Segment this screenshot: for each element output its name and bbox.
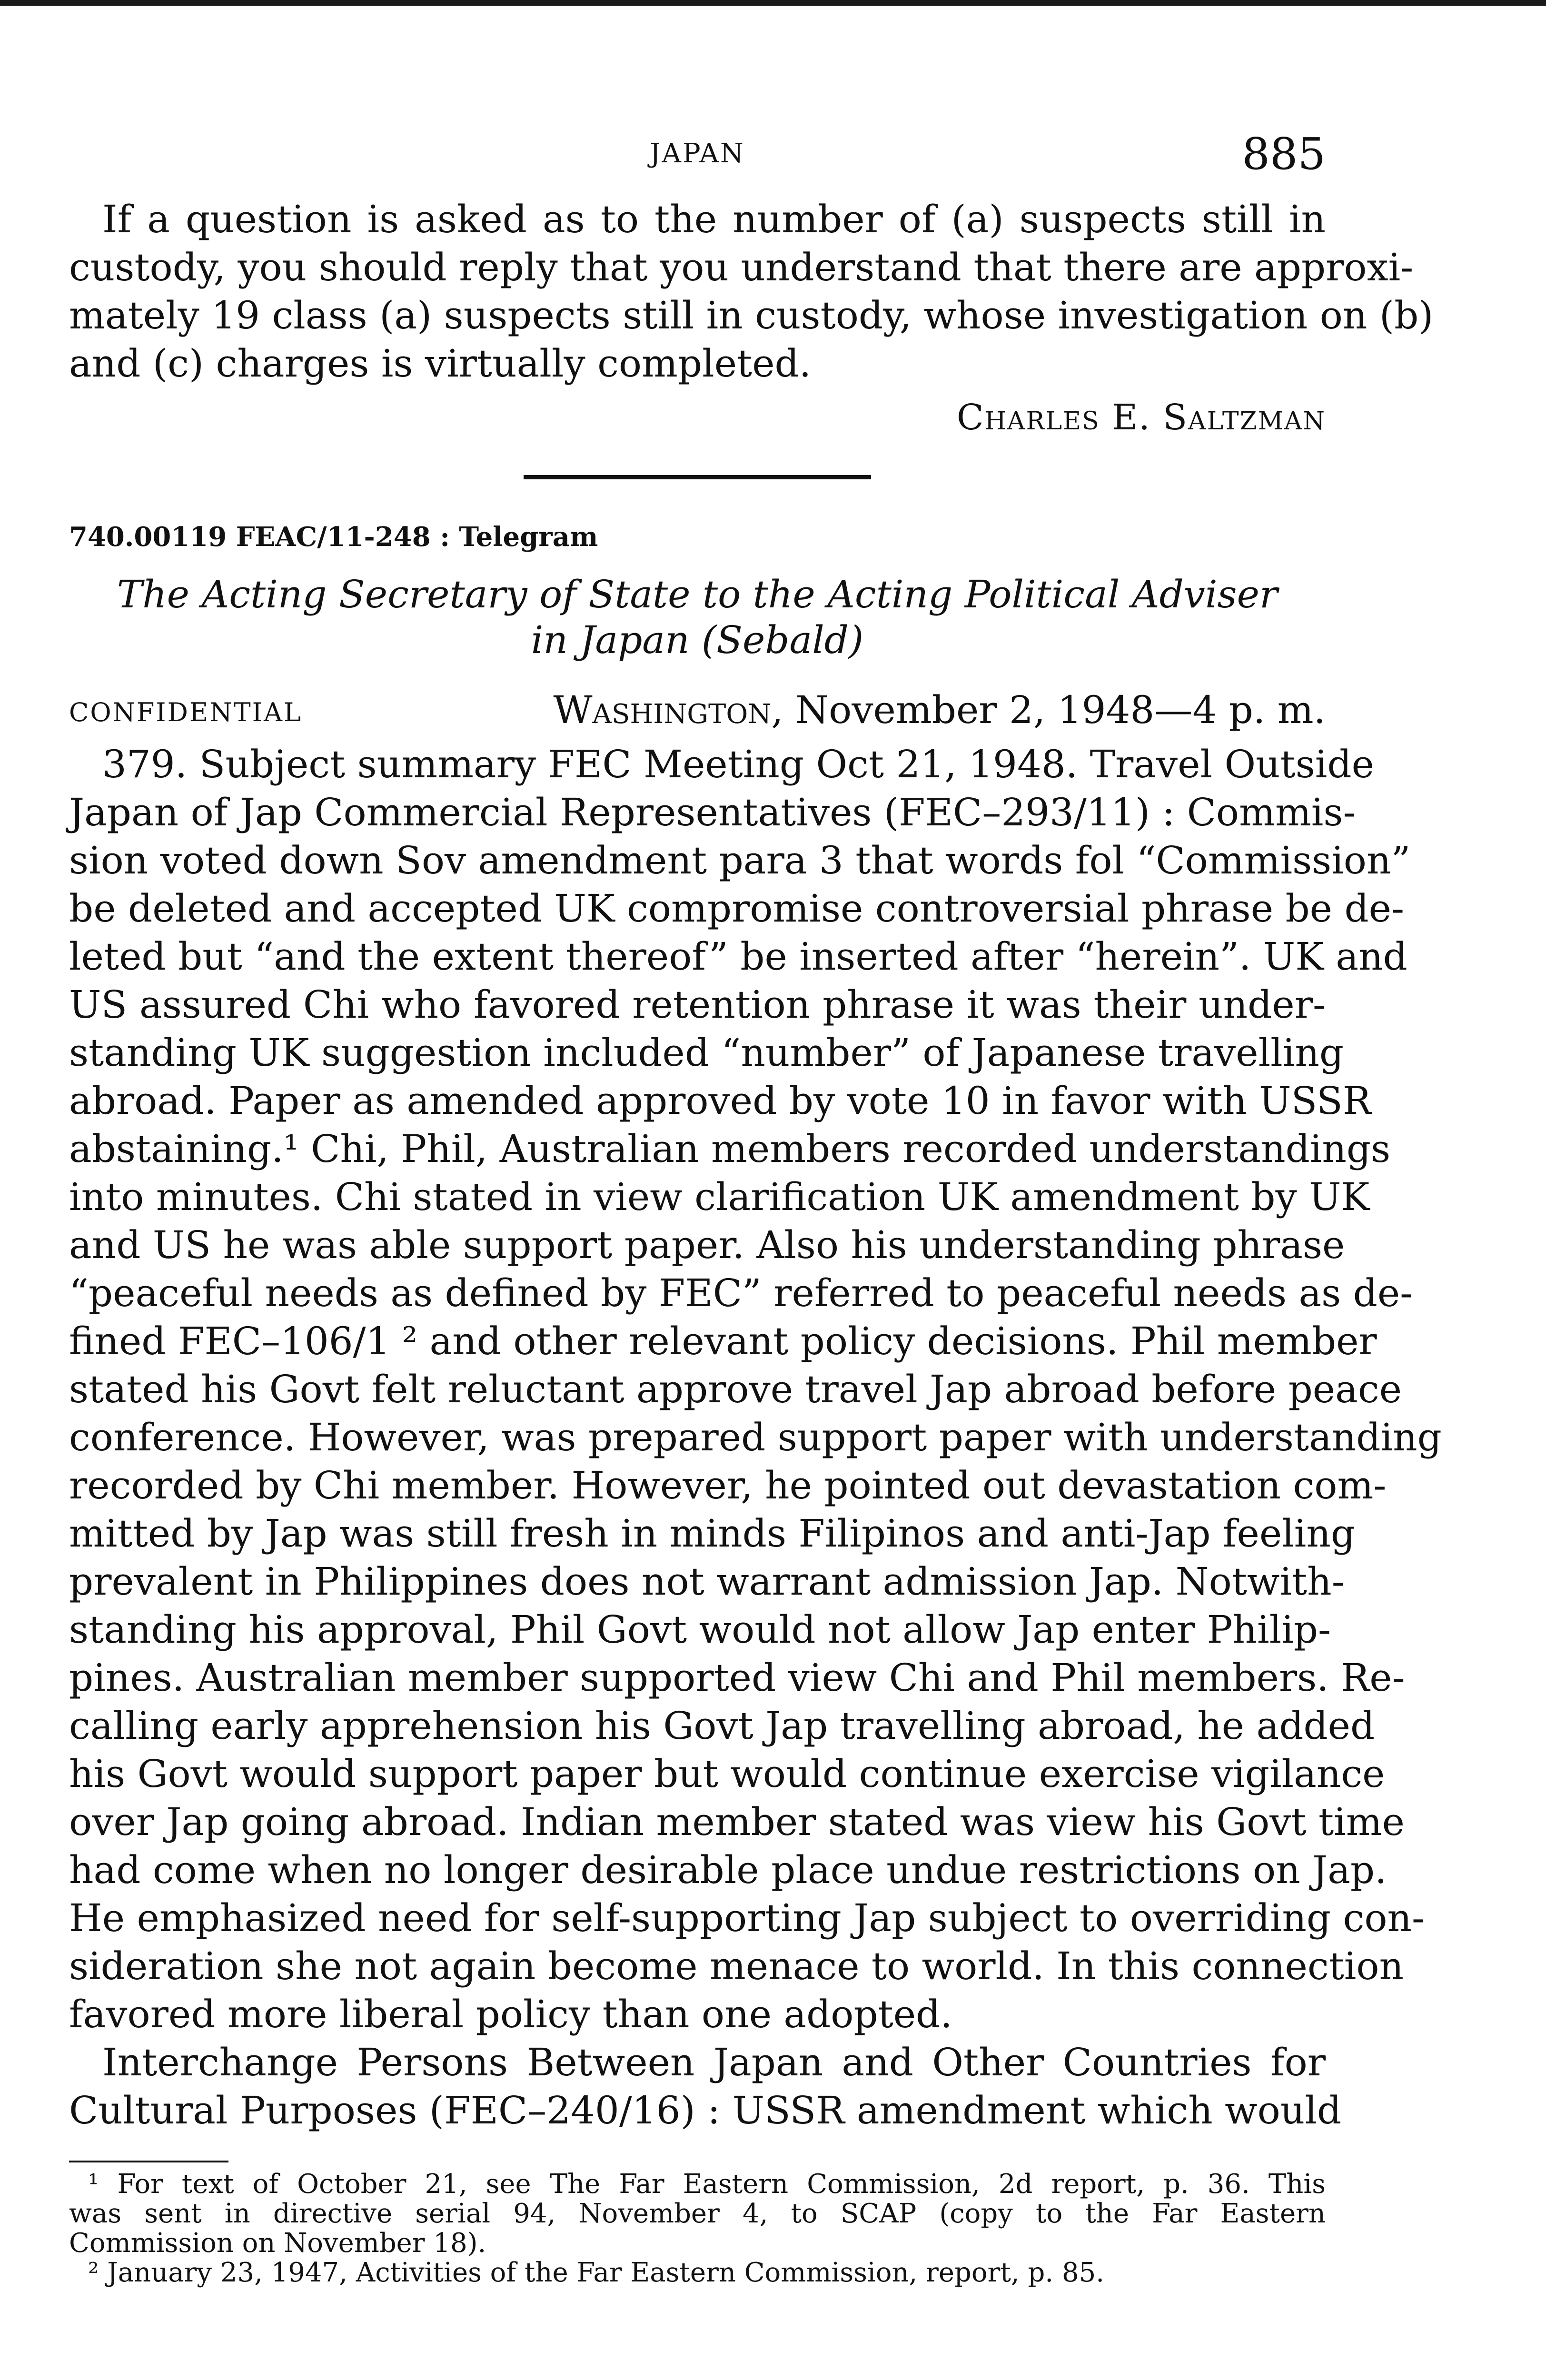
- text-line: favored more liberal policy than one adopted.: [69, 1992, 952, 2036]
- document-heading: [69, 572, 1326, 663]
- text-line: Cultural Purposes (FEC–240/16) : USSR amendment which would: [69, 2088, 1342, 2132]
- text-line: recorded by Chi member. However, he pointed out devastation com-: [69, 1463, 1387, 1507]
- text-line: over Jap going abroad. Indian member stated was view his Govt time: [69, 1800, 1405, 1844]
- text-line: custody, you should reply that you understand that there are approxi-: [69, 245, 1414, 289]
- document-page: [69, 129, 1442, 2288]
- footnote-2: [69, 2258, 1326, 2288]
- text-line: into minutes. Chi stated in view clarification UK amendment by UK: [69, 1175, 1370, 1219]
- text-line: “peaceful needs as defined by FEC” referred to peaceful needs as de-: [69, 1271, 1413, 1315]
- text-line: He emphasized need for self-supporting Jap subject to overriding con-: [69, 1896, 1425, 1940]
- text-line: mitted by Jap was still fresh in minds Filipinos and anti-Jap feeling: [69, 1511, 1356, 1556]
- heading-line: in Japan (Sebald): [531, 618, 864, 662]
- text-line: leted but “and the extent thereof” be inserted after “herein”. UK and: [69, 934, 1407, 979]
- footnote-rule: [69, 2161, 228, 2162]
- text-line: If a question is asked as to the number of (a) suspects still in: [102, 197, 1326, 241]
- intro-paragraph: [69, 195, 1434, 387]
- text-line: sideration she not again become menace to world. In this connection: [69, 1944, 1404, 1988]
- telegram-body-continued: [69, 2038, 1342, 2134]
- text-line: stated his Govt felt reluctant approve travel Jap abroad before peace: [69, 1367, 1402, 1411]
- file-reference: 740.00119 FEAC/11-248 : Telegram: [69, 521, 598, 553]
- dateline: [69, 688, 1326, 740]
- running-head: JAPAN: [650, 138, 745, 169]
- classification-label: CONFIDENTIAL: [69, 697, 302, 727]
- text-line: abstaining.¹ Chi, Phil, Australian members recorded understandings: [69, 1127, 1391, 1171]
- footnote-line: ² January 23, 1947, Activities of the Far Eastern Commission, report, p. 85.: [88, 2257, 1104, 2288]
- text-line: Japan of Jap Commercial Representatives (FEC–293/11) : Commis-: [69, 790, 1356, 834]
- text-line: mately 19 class (a) suspects still in custody, whose investigation on (b): [69, 293, 1434, 337]
- place: Washington,: [553, 688, 783, 732]
- footnote-line: was sent in directive serial 94, November 4, to SCAP (copy to the Far Eastern: [69, 2198, 1326, 2229]
- text-line: standing his approval, Phil Govt would not allow Jap enter Philip-: [69, 1607, 1331, 1652]
- footnote-line: ¹ For text of October 21, see The Far Eastern Commission, 2d report, p. 36. This: [88, 2169, 1326, 2200]
- text-line: and US he was able support paper. Also his understanding phrase: [69, 1223, 1345, 1267]
- text-line: prevalent in Philippines does not warrant admission Jap. Notwith-: [69, 1559, 1345, 1604]
- date: November 2, 1948—4 p. m.: [795, 688, 1326, 732]
- text-line: Interchange Persons Between Japan and Other Countries for: [102, 2040, 1326, 2084]
- text-line: and (c) charges is virtually completed.: [69, 341, 812, 386]
- page-top-border: [0, 0, 1546, 6]
- text-line: 379. Subject summary FEC Meeting Oct 21, 1948. Travel Outside: [102, 742, 1374, 786]
- text-line: pines. Australian member supported view Chi and Phil members. Re-: [69, 1656, 1405, 1700]
- page-number: 885: [1242, 129, 1326, 179]
- telegram-body: [69, 740, 1442, 2038]
- text-line: US assured Chi who favored retention phrase it was their under-: [69, 982, 1326, 1027]
- footnote-1: [69, 2170, 1326, 2258]
- text-line: be deleted and accepted UK compromise controversial phrase be de-: [69, 886, 1405, 931]
- text-line: his Govt would support paper but would continue exercise vigilance: [69, 1752, 1385, 1796]
- footnote-line: Commission on November 18).: [69, 2228, 486, 2259]
- text-line: fined FEC–106/1 ² and other relevant policy decisions. Phil member: [69, 1319, 1377, 1363]
- heading-line: The Acting Secretary of State to the Acting Political Adviser: [117, 572, 1278, 616]
- page-header: [69, 129, 1326, 195]
- text-line: calling early apprehension his Govt Jap travelling abroad, he added: [69, 1704, 1375, 1748]
- text-line: abroad. Paper as amended approved by vote 10 in favor with USSR: [69, 1079, 1371, 1123]
- place-and-date: [553, 688, 1326, 732]
- text-line: standing UK suggestion included “number” of Japanese travelling: [69, 1031, 1344, 1075]
- section-divider: [524, 475, 871, 479]
- text-line: sion voted down Sov amendment para 3 that words fol “Commission”: [69, 838, 1411, 883]
- text-line: had come when no longer desirable place undue restrictions on Jap.: [69, 1848, 1387, 1892]
- text-line: conference. However, was prepared support paper with understanding: [69, 1415, 1442, 1459]
- signature: Charles E. Saltzman: [956, 397, 1326, 438]
